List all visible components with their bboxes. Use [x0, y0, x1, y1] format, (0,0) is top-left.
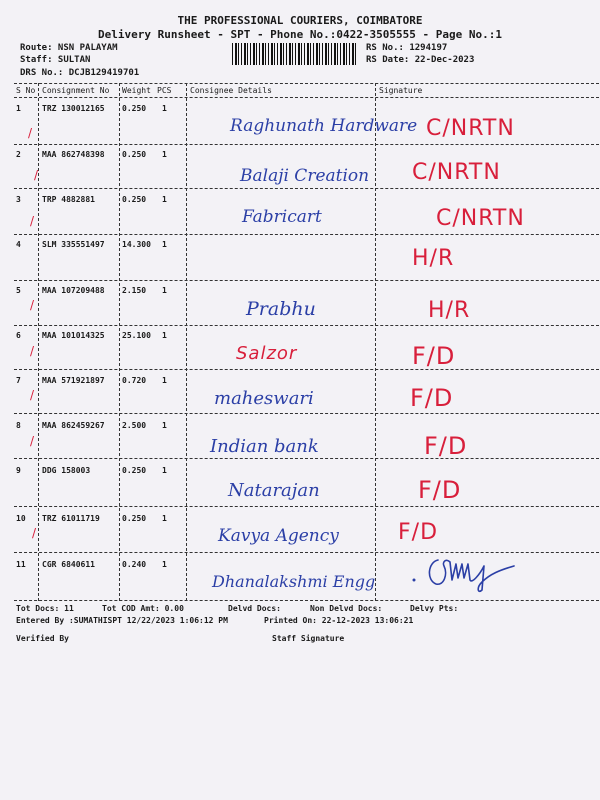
row-consignment: TRZ 130012165 [42, 104, 105, 113]
signature-handwriting: C/NRTN [412, 160, 501, 185]
row-divider [14, 188, 599, 189]
row-sno: 6 [16, 331, 21, 340]
row-consignment: MAA 862748398 [42, 150, 105, 159]
row-divider [14, 280, 599, 281]
check-mark-icon: / [30, 434, 35, 448]
table-header-rule [14, 97, 599, 98]
row-divider [14, 144, 599, 145]
row-pcs: 1 [162, 150, 167, 159]
signature-handwriting: C/NRTN [436, 206, 525, 231]
signature-handwriting: C/NRTN [426, 116, 515, 141]
consignee-handwriting: Indian bank [210, 436, 319, 457]
table-bottom-rule [14, 600, 599, 601]
check-mark-icon: / [34, 168, 39, 182]
check-mark-icon: / [32, 526, 37, 540]
row-pcs: 1 [162, 104, 167, 113]
col-header-pcs: PCS [157, 86, 172, 95]
row-consignment: TRP 4882881 [42, 195, 95, 204]
barcode-image [232, 43, 358, 65]
consignee-handwriting: Raghunath Hardware [230, 116, 418, 136]
row-sno: 8 [16, 421, 21, 430]
row-consignment: MAA 101014325 [42, 331, 105, 340]
col-header-consignment: Consignment No [42, 86, 110, 95]
staff-signature-label: Staff Signature [272, 634, 345, 643]
total-docs: Tot Docs: 11 [16, 604, 74, 613]
column-divider [38, 83, 39, 601]
row-weight: 25.100 [122, 331, 151, 340]
check-mark-icon: / [30, 344, 35, 358]
company-title: THE PROFESSIONAL COURIERS, COIMBATORE [177, 14, 423, 27]
signature-handwriting: H/R [428, 298, 471, 323]
row-pcs: 1 [162, 195, 167, 204]
row-sno: 11 [16, 560, 26, 569]
signature-handwriting: F/D [412, 342, 456, 370]
staff-label: Staff: SULTAN [20, 55, 91, 65]
row-sno: 4 [16, 240, 21, 249]
delivery-points: Delvy Pts: [410, 604, 459, 613]
row-sno: 5 [16, 286, 21, 295]
row-weight: 2.150 [122, 286, 147, 295]
row-divider [14, 458, 599, 459]
signature-handwriting: F/D [398, 520, 439, 545]
signature-handwriting: F/D [410, 384, 454, 412]
column-divider [186, 83, 187, 601]
row-weight: 0.250 [122, 104, 147, 113]
consignee-handwriting: Salzor [236, 343, 298, 364]
delivered-docs: Delvd Docs: [228, 604, 281, 613]
rs-date: RS Date: 22-Dec-2023 [366, 55, 475, 65]
col-header-signature: Signature [379, 86, 423, 95]
row-pcs: 1 [162, 421, 167, 430]
row-weight: 0.250 [122, 195, 147, 204]
row-divider [14, 234, 599, 235]
check-mark-icon: / [30, 214, 35, 228]
row-consignment: CGR 6840611 [42, 560, 95, 569]
col-header-weight: Weight [122, 86, 151, 95]
non-delivered-docs: Non Delvd Docs: [310, 604, 383, 613]
row-weight: 0.240 [122, 560, 147, 569]
row-sno: 10 [16, 514, 26, 523]
consignee-handwriting: Natarajan [228, 480, 320, 501]
row-pcs: 1 [162, 560, 167, 569]
row-sno: 2 [16, 150, 21, 159]
row-pcs: 1 [162, 466, 167, 475]
column-divider [375, 83, 376, 601]
entered-by: Entered By :SUMATHISPT 12/22/2023 1:06:12 PM [16, 616, 228, 625]
route-label: Route: NSN PALAYAM [20, 43, 118, 53]
table-top-rule [14, 83, 599, 84]
signature-handwriting: F/D [424, 432, 468, 460]
runsheet-subtitle: Delivery Runsheet - SPT - Phone No.:0422-3505555 - Page No.:1 [98, 28, 502, 41]
check-mark-icon: / [30, 388, 35, 402]
row-divider [14, 413, 599, 414]
check-mark-icon: / [28, 126, 33, 140]
row-consignment: MAA 107209488 [42, 286, 105, 295]
rs-number: RS No.: 1294197 [366, 43, 448, 53]
row-sno: 3 [16, 195, 21, 204]
consignee-handwriting: Kavya Agency [218, 526, 339, 546]
row-weight: 0.250 [122, 150, 147, 159]
row-weight: 0.720 [122, 376, 147, 385]
row-divider [14, 369, 599, 370]
row-divider [14, 325, 599, 326]
consignee-handwriting: Fabricart [242, 207, 322, 227]
scribbled-signature [410, 544, 520, 594]
verified-by-label: Verified By [16, 634, 69, 643]
row-pcs: 1 [162, 376, 167, 385]
row-pcs: 1 [162, 514, 167, 523]
row-pcs: 1 [162, 240, 167, 249]
row-divider [14, 506, 599, 507]
consignee-handwriting: maheswari [214, 388, 314, 409]
col-header-sno: S No [16, 86, 36, 95]
drs-number: DRS No.: DCJB129419701 [20, 68, 140, 78]
signature-handwriting: H/R [412, 246, 455, 271]
row-weight: 0.250 [122, 466, 147, 475]
row-consignment: MAA 571921897 [42, 376, 105, 385]
row-weight: 14.300 [122, 240, 151, 249]
consignee-handwriting: Prabhu [246, 298, 316, 320]
column-divider [119, 83, 120, 601]
consignee-handwriting: Balaji Creation [240, 166, 370, 186]
row-sno: 9 [16, 466, 21, 475]
row-weight: 0.250 [122, 514, 147, 523]
consignee-handwriting: Dhanalakshmi Engg [212, 572, 376, 591]
row-consignment: DDG 158003 [42, 466, 91, 475]
total-cod-amount: Tot COD Amt: 0.00 [102, 604, 184, 613]
col-header-consignee: Consignee Details [190, 86, 272, 95]
row-consignment: MAA 862459267 [42, 421, 105, 430]
row-consignment: TRZ 61011719 [42, 514, 100, 523]
row-weight: 2.500 [122, 421, 147, 430]
row-pcs: 1 [162, 331, 167, 340]
check-mark-icon: / [30, 298, 35, 312]
printed-on: Printed On: 22-12-2023 13:06:21 [264, 616, 414, 625]
row-sno: 1 [16, 104, 21, 113]
row-pcs: 1 [162, 286, 167, 295]
signature-handwriting: F/D [418, 476, 462, 504]
row-sno: 7 [16, 376, 21, 385]
row-consignment: SLM 335551497 [42, 240, 105, 249]
